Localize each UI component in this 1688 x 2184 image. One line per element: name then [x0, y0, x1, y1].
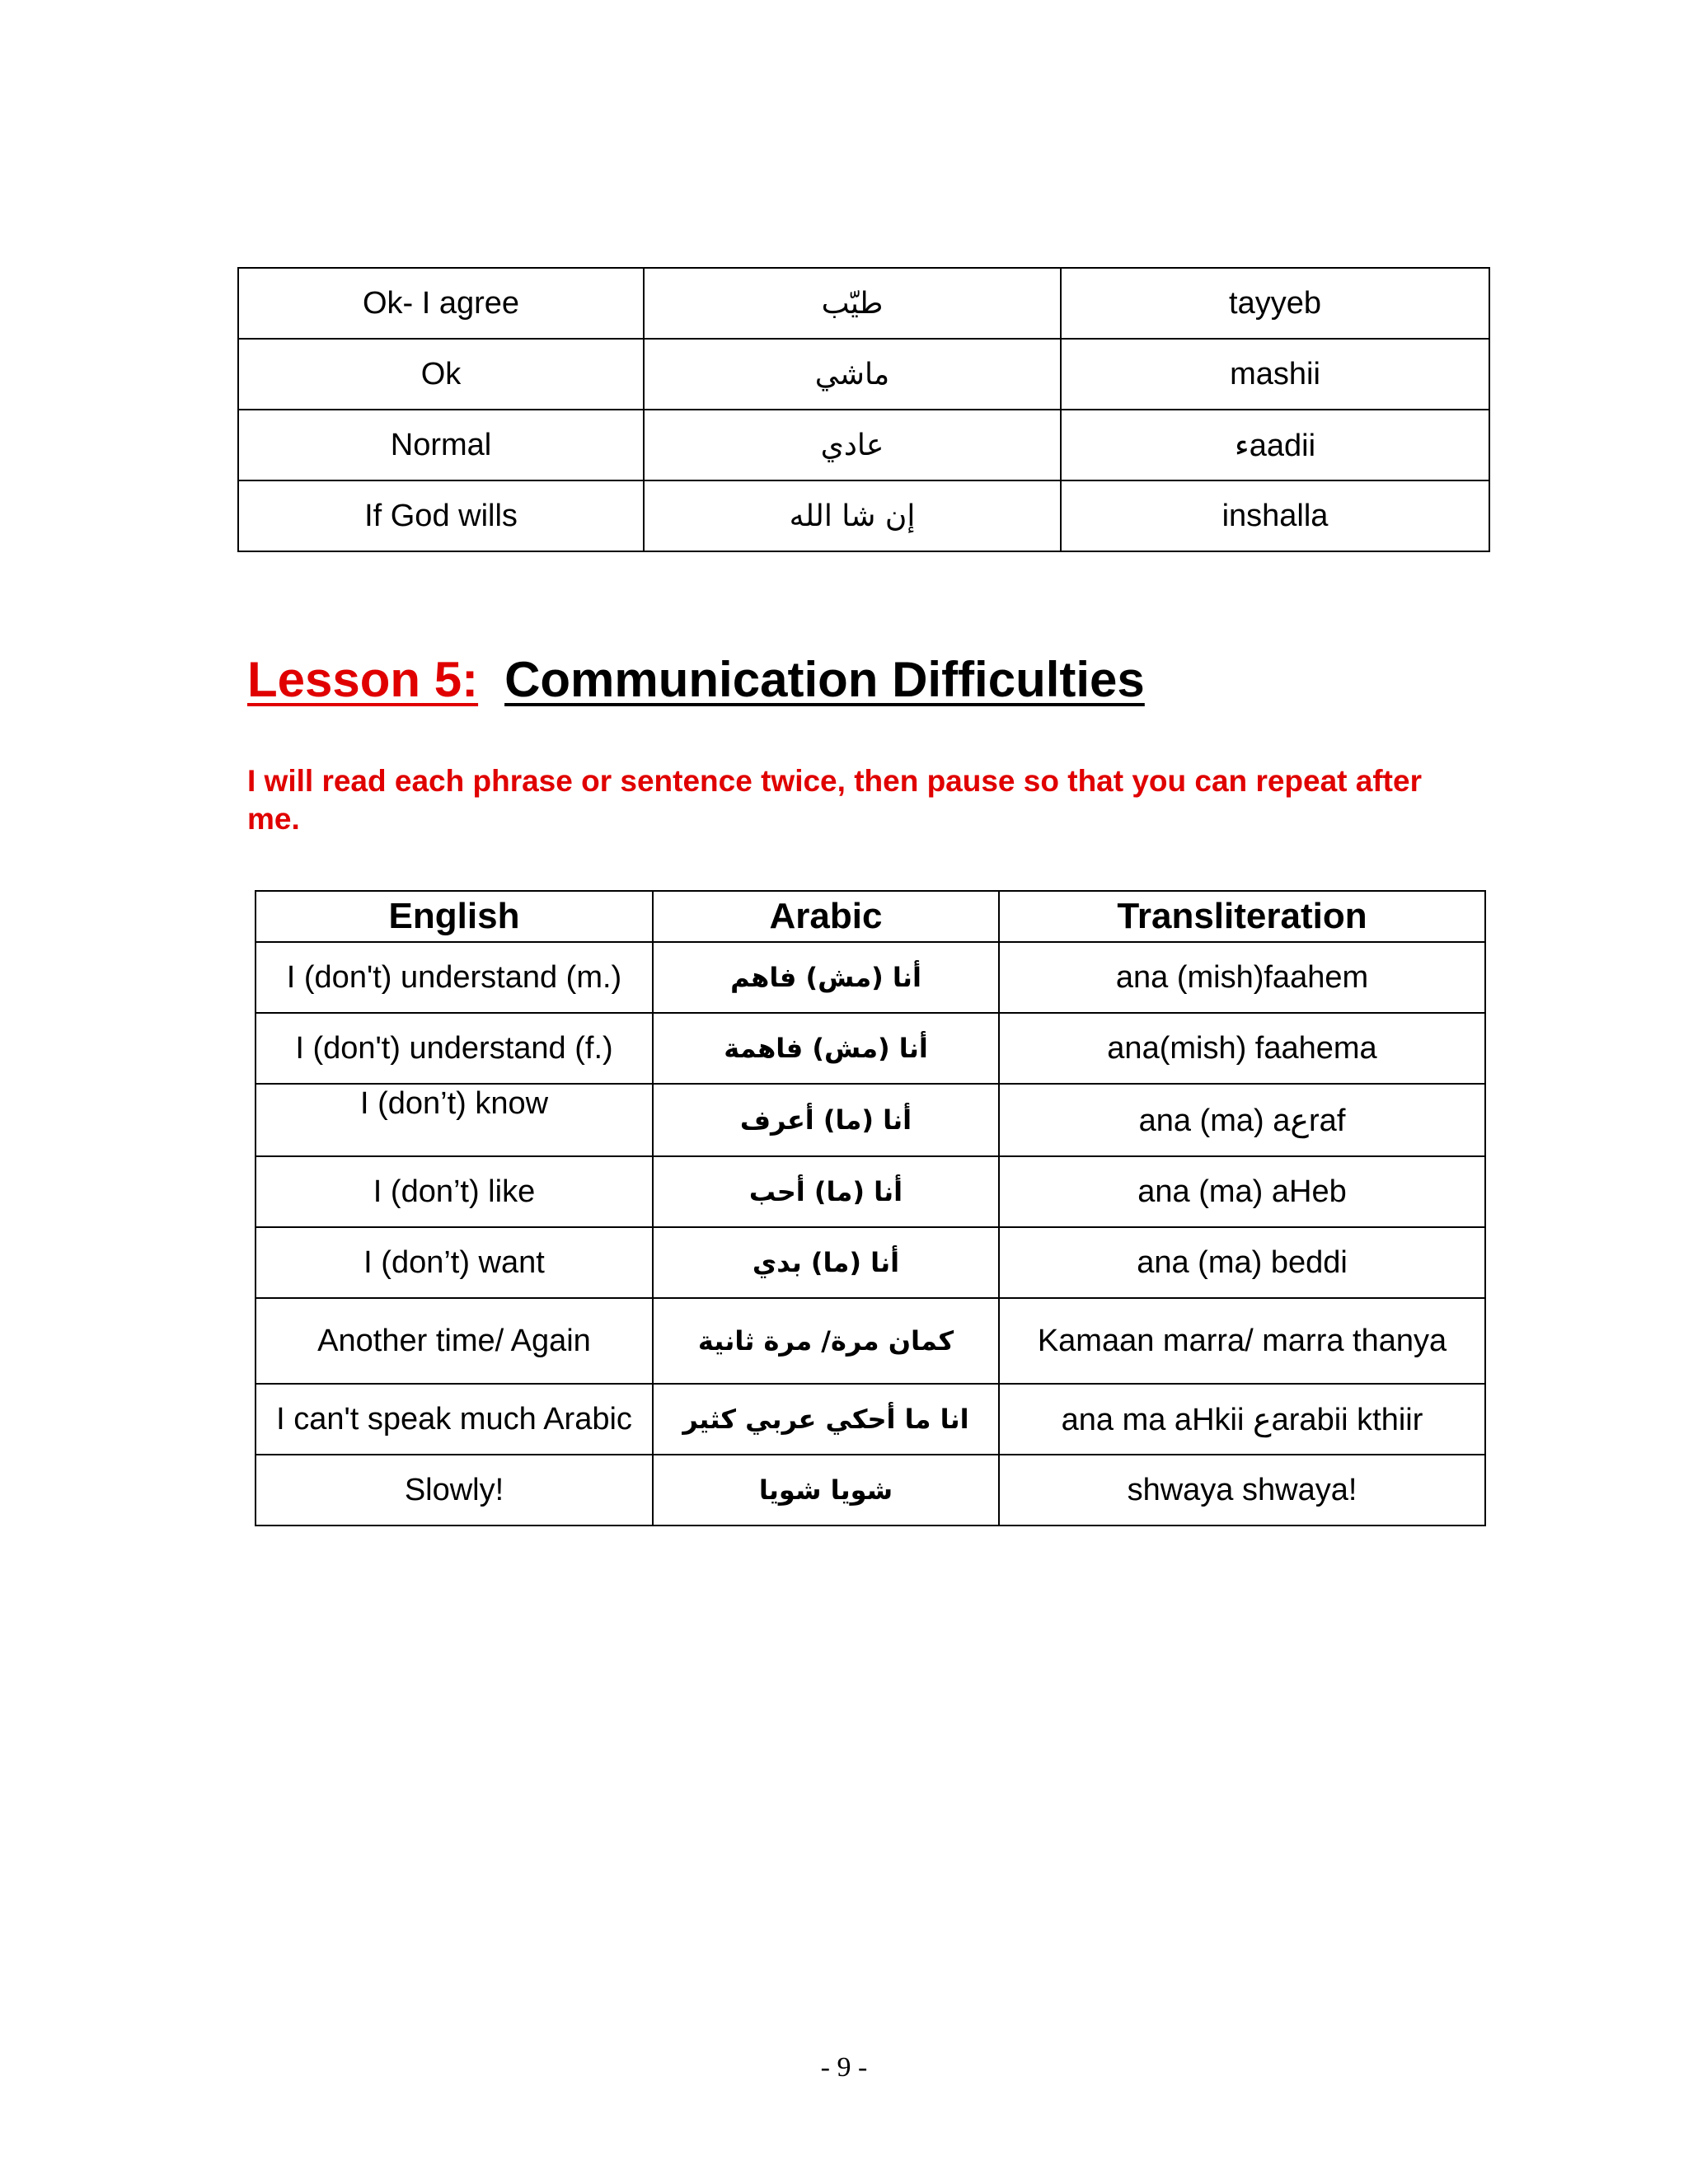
transliteration-cell: Kamaan marra/ marra thanya: [999, 1298, 1485, 1384]
table-row: [256, 1156, 1485, 1227]
lesson-number: Lesson 5:: [247, 652, 479, 707]
column-header-arabic: Arabic: [653, 891, 999, 942]
english-cell: If God wills: [238, 480, 644, 551]
transliteration-cell: ana (ma) beddi: [999, 1227, 1485, 1298]
english-cell: Slowly!: [256, 1455, 653, 1526]
table-row: [238, 268, 1489, 339]
table-row: [238, 410, 1489, 480]
table-row: [256, 942, 1485, 1013]
table-row: [256, 1298, 1485, 1384]
arabic-cell: كمان مرة/ مرة ثانية: [653, 1298, 999, 1384]
transliteration-cell: ana (ma) aHeb: [999, 1156, 1485, 1227]
column-header-transliteration: Transliteration: [999, 891, 1485, 942]
transliteration-cell: inshalla: [1061, 480, 1489, 551]
arabic-cell: عادي: [644, 410, 1061, 480]
column-header-english: English: [256, 891, 653, 942]
english-cell: Another time/ Again: [256, 1298, 653, 1384]
instruction-text: I will read each phrase or sentence twice, then pause so that you can repeat after me.: [247, 764, 1422, 836]
arabic-cell: إن شا الله: [644, 480, 1061, 551]
arabic-cell: أنا (ما) بدي: [653, 1227, 999, 1298]
arabic-cell: أنا (مش) فاهم: [653, 942, 999, 1013]
english-cell: I (don't) understand (f.): [256, 1013, 653, 1084]
page-number: - 9 -: [820, 2052, 868, 2083]
table-row: [256, 1084, 1485, 1156]
transliteration-cell: mashii: [1061, 339, 1489, 410]
arabic-cell: أنا (مش) فاهمة: [653, 1013, 999, 1084]
vocabulary-table-continued: [237, 267, 1490, 552]
transliteration-cell: shwaya shwaya!: [999, 1455, 1485, 1526]
arabic-cell: طيّب: [644, 268, 1061, 339]
english-cell: Ok: [238, 339, 644, 410]
english-cell: Normal: [238, 410, 644, 480]
table-header-row: [256, 891, 1485, 942]
table-row: [238, 339, 1489, 410]
transliteration-cell: tayyeb: [1061, 268, 1489, 339]
transliteration-cell: ana (ma) aعraf: [999, 1084, 1485, 1156]
transliteration-cell: ana (mish)faahem: [999, 942, 1485, 1013]
lesson-title: Communication Difficulties: [504, 652, 1145, 707]
arabic-cell: انا ما أحكي عربي كثير: [653, 1384, 999, 1455]
table-row: [256, 1455, 1485, 1526]
arabic-cell: ماشي: [644, 339, 1061, 410]
arabic-cell: أنا (ما) أحب: [653, 1156, 999, 1227]
table-row: [238, 480, 1489, 551]
english-cell: I (don’t) know: [256, 1084, 653, 1156]
communication-phrases-table: [255, 890, 1486, 1526]
english-cell: I (don't) understand (m.): [256, 942, 653, 1013]
english-cell: I can't speak much Arabic: [256, 1384, 653, 1455]
arabic-cell: أنا (ما) أعرف: [653, 1084, 999, 1156]
english-cell: Ok- I agree: [238, 268, 644, 339]
lesson-heading: [247, 651, 1145, 708]
table-row: [256, 1227, 1485, 1298]
transliteration-cell: ana ma aHkii عarabii kthiir: [999, 1384, 1485, 1455]
english-cell: I (don’t) like: [256, 1156, 653, 1227]
table-row: [256, 1013, 1485, 1084]
english-cell: I (don’t) want: [256, 1227, 653, 1298]
transliteration-cell: ana(mish) faahema: [999, 1013, 1485, 1084]
transliteration-cell: ءaadii: [1061, 410, 1489, 480]
table-row: [256, 1384, 1485, 1455]
arabic-cell: شويا شويا: [653, 1455, 999, 1526]
